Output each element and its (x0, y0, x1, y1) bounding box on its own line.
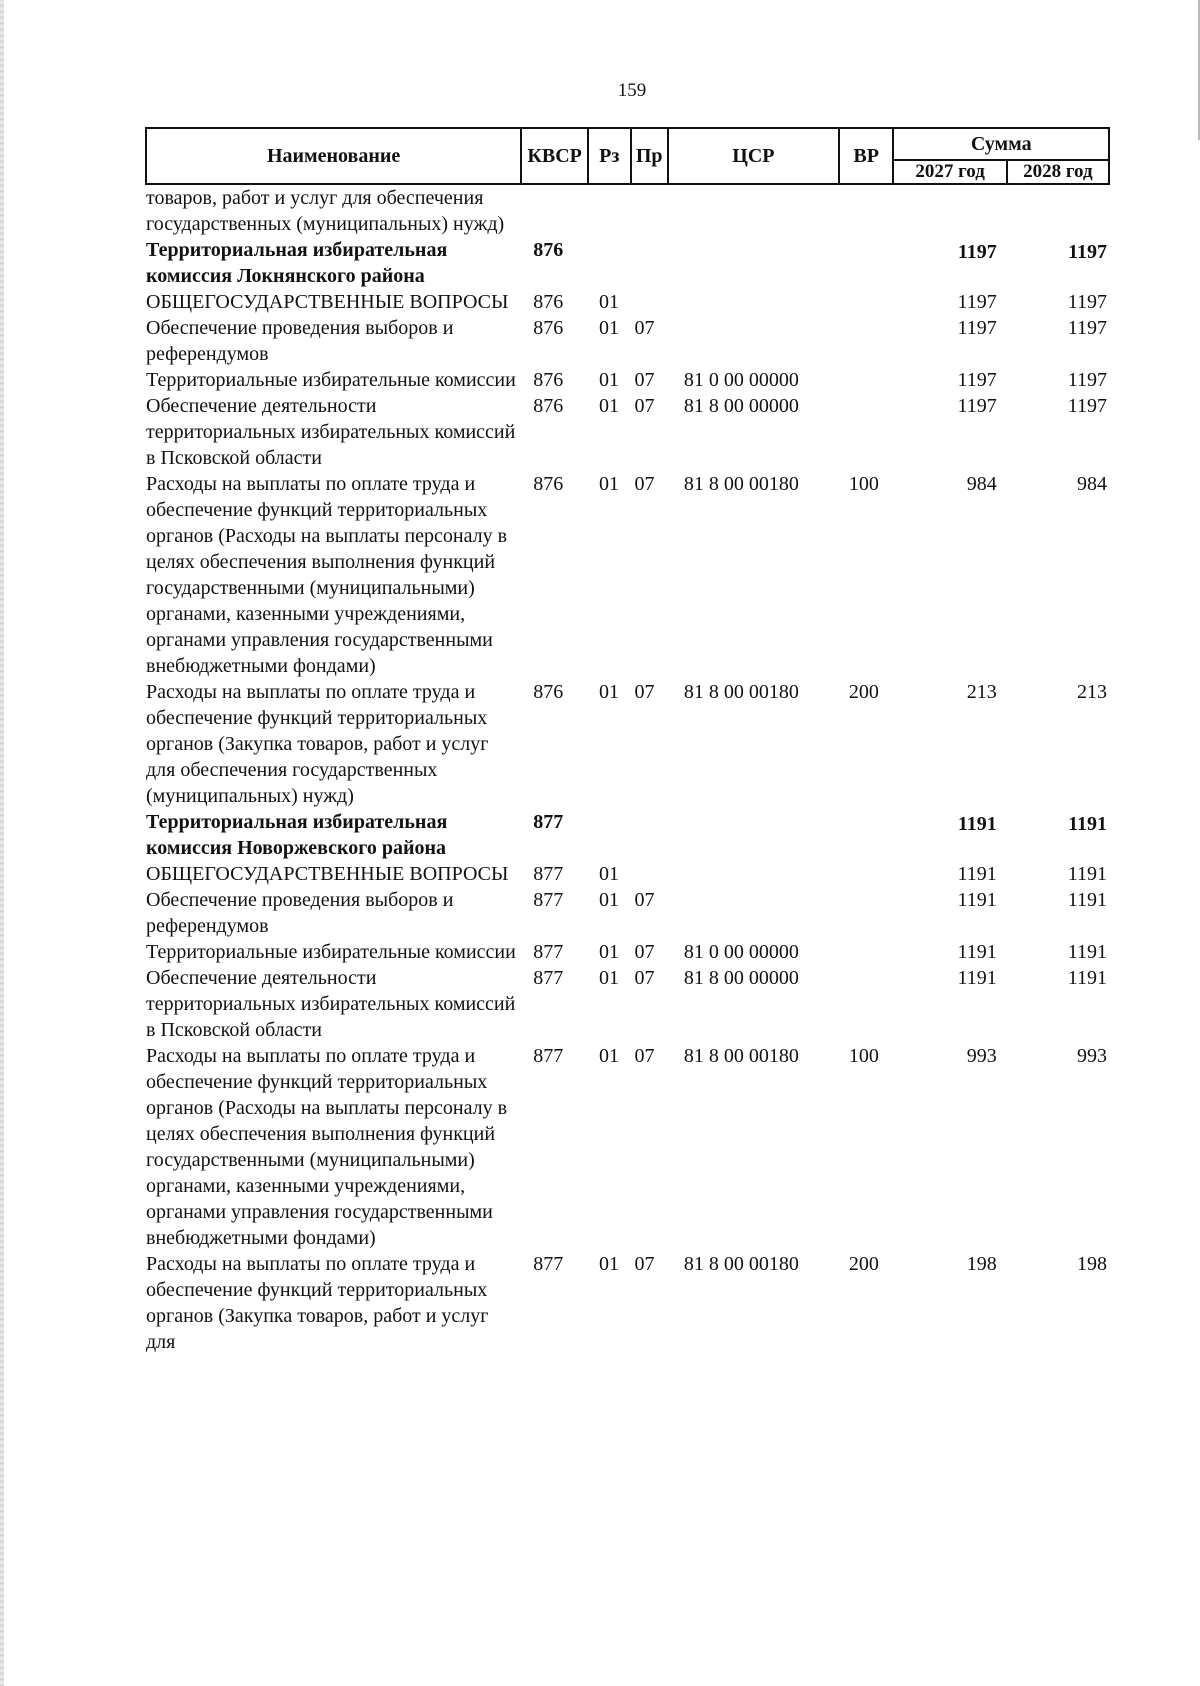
cell-name: Территориальная избирательная комиссия Новоржевского района (146, 811, 448, 859)
table-row (146, 315, 1109, 367)
cell-sum-2027: 1197 (957, 369, 997, 391)
cell-csr: 81 8 00 00000 (683, 395, 799, 417)
cell-kvsr: 876 (533, 369, 564, 391)
table-row (146, 809, 1109, 861)
cell-sum-2028: 1191 (1067, 941, 1107, 963)
cell-pr: 07 (634, 889, 655, 911)
cell-pr: 07 (634, 473, 655, 495)
cell-sum-2028: 1197 (1068, 241, 1107, 263)
cell-pr (631, 809, 668, 861)
cell-rz: 01 (599, 681, 620, 703)
cell-sum-2028: 984 (1077, 473, 1107, 495)
cell-vr: 100 (848, 1045, 879, 1067)
cell-csr: 81 8 00 00180 (683, 681, 799, 703)
cell-kvsr: 877 (533, 889, 564, 911)
cell-sum-2028: 1191 (1067, 863, 1107, 885)
header-rz: Рз (588, 128, 630, 184)
cell-sum-2027: 213 (966, 681, 997, 703)
header-name: Наименование (146, 128, 521, 184)
table-row (146, 1043, 1109, 1251)
cell-csr: 81 8 00 00000 (683, 967, 799, 989)
cell-kvsr: 876 (533, 681, 564, 703)
cell-csr: 81 0 00 00000 (683, 369, 799, 391)
cell-rz: 01 (599, 889, 620, 911)
cell-sum-2028: 198 (1077, 1253, 1107, 1275)
cell-rz: 01 (599, 1253, 620, 1275)
cell-pr (631, 237, 668, 289)
cell-sum-2028: 1191 (1067, 967, 1107, 989)
cell-sum-2027: 1197 (957, 291, 997, 313)
cell-name: Обеспечение проведения выборов и референдумов (146, 317, 454, 365)
header-pr: Пр (631, 128, 668, 184)
cell-pr: 07 (634, 1253, 655, 1275)
cell-sum-2027: 1197 (957, 241, 997, 263)
cell-pr: 07 (634, 967, 655, 989)
cell-sum-2028: 993 (1077, 1045, 1107, 1067)
cell-name: Обеспечение деятельности территориальных избирательных комиссий в Псковской области (146, 395, 516, 469)
cell-pr: 07 (634, 1045, 655, 1067)
cell-vr (839, 965, 894, 1043)
scan-edge (0, 0, 4, 1686)
cell-rz: 01 (599, 941, 620, 963)
cell-pr: 07 (634, 941, 655, 963)
cell-sum-2027: 1197 (957, 317, 997, 339)
cell-csr: 81 8 00 00180 (683, 1045, 799, 1067)
cell-vr: 200 (848, 1253, 879, 1275)
cell-vr: 200 (848, 681, 879, 703)
cell-sum-2028: 1197 (1067, 291, 1107, 313)
cell-name: ОБЩЕГОСУДАРСТВЕННЫЕ ВОПРОСЫ (146, 863, 509, 885)
cell-pr: 07 (634, 369, 655, 391)
cell-rz (588, 809, 630, 861)
cell-kvsr: 876 (533, 291, 564, 313)
cell-vr: 100 (848, 473, 879, 495)
cell-rz: 01 (599, 967, 620, 989)
cell-pr (631, 289, 668, 315)
cell-rz: 01 (599, 473, 620, 495)
table-row (146, 965, 1109, 1043)
header-vr: ВР (839, 128, 894, 184)
cell-vr (839, 289, 894, 315)
cell-kvsr: 877 (533, 967, 564, 989)
cell-kvsr: 876 (533, 239, 564, 261)
cell-csr (668, 184, 839, 237)
cell-pr (631, 184, 668, 237)
cell-sum-2027: 198 (966, 1253, 997, 1275)
table-row (146, 471, 1109, 679)
cell-name: Расходы на выплаты по оплате труда и обеспечение функций территориальных органов (Расходы на выплаты персоналу в целях обеспечения выполнения функций государственными (муниципальными) органами, казенными учреждениями, органами управления государственными внебюджетными фондами) (146, 1045, 508, 1249)
header-csr: ЦСР (668, 128, 839, 184)
cell-vr (839, 393, 894, 471)
header-year-2027: 2027 год (893, 160, 1006, 184)
cell-pr: 07 (634, 395, 655, 417)
cell-csr (668, 861, 839, 887)
page-number: 159 (617, 80, 647, 101)
table-row (146, 861, 1109, 887)
table-row (146, 367, 1109, 393)
cell-sum-2028: 1197 (1067, 317, 1107, 339)
cell-pr: 07 (634, 681, 655, 703)
table-row (146, 939, 1109, 965)
cell-vr (839, 887, 894, 939)
cell-sum-2028: 1197 (1067, 369, 1107, 391)
table-row (146, 679, 1109, 809)
cell-sum-2028 (1007, 184, 1109, 237)
cell-name: ОБЩЕГОСУДАРСТВЕННЫЕ ВОПРОСЫ (146, 291, 509, 313)
cell-pr: 07 (634, 317, 655, 339)
cell-name: Расходы на выплаты по оплате труда и обеспечение функций территориальных органов (Закупка товаров, работ и услуг для обеспечения государственных (муниципальных) нужд) (146, 681, 489, 807)
header-kvsr: КВСР (521, 128, 588, 184)
cell-sum-2027: 993 (966, 1045, 997, 1067)
cell-sum-2027: 1191 (957, 941, 997, 963)
cell-sum-2028: 1191 (1068, 813, 1107, 835)
cell-csr: 81 8 00 00180 (683, 1253, 799, 1275)
cell-sum-2027: 1191 (957, 967, 997, 989)
cell-name: товаров, работ и услуг для обеспечения государственных (муниципальных) нужд) (146, 187, 505, 235)
cell-name: Территориальная избирательная комиссия Локнянского района (146, 239, 448, 287)
cell-rz: 01 (599, 369, 620, 391)
cell-pr (631, 861, 668, 887)
cell-kvsr: 876 (533, 317, 564, 339)
cell-rz: 01 (599, 395, 620, 417)
cell-vr (839, 861, 894, 887)
cell-vr (839, 315, 894, 367)
cell-rz: 01 (599, 317, 620, 339)
cell-sum-2027: 1191 (957, 889, 997, 911)
cell-vr (839, 367, 894, 393)
cell-rz: 01 (599, 291, 620, 313)
cell-csr (668, 315, 839, 367)
cell-name: Территориальные избирательные комиссии (146, 941, 516, 963)
cell-name: Обеспечение проведения выборов и референдумов (146, 889, 454, 937)
table-row (146, 184, 1109, 237)
table-row (146, 289, 1109, 315)
cell-name: Обеспечение деятельности территориальных избирательных комиссий в Псковской области (146, 967, 516, 1041)
cell-csr (668, 237, 839, 289)
cell-sum-2027 (893, 184, 1006, 237)
cell-rz: 01 (599, 863, 620, 885)
header-sum: Сумма (893, 128, 1109, 160)
cell-name: Расходы на выплаты по оплате труда и обеспечение функций территориальных органов (Расходы на выплаты персоналу в целях обеспечения выполнения функций государственными (муниципальными) органами, казенными учреждениями, органами управления государственными внебюджетными фондами) (146, 473, 508, 677)
cell-sum-2028: 1191 (1067, 889, 1107, 911)
cell-kvsr: 877 (533, 941, 564, 963)
cell-kvsr: 876 (533, 473, 564, 495)
cell-csr (668, 289, 839, 315)
cell-sum-2027: 1191 (957, 813, 997, 835)
cell-rz (588, 237, 630, 289)
table-row (146, 393, 1109, 471)
cell-csr (668, 887, 839, 939)
cell-vr (839, 237, 894, 289)
cell-sum-2027: 1191 (957, 863, 997, 885)
table-body (146, 184, 1109, 1355)
cell-vr (839, 939, 894, 965)
cell-sum-2028: 1197 (1067, 395, 1107, 417)
cell-vr (839, 809, 894, 861)
cell-rz (588, 184, 630, 237)
cell-rz: 01 (599, 1045, 620, 1067)
cell-csr: 81 0 00 00000 (683, 941, 799, 963)
table-row (146, 887, 1109, 939)
cell-name: Территориальные избирательные комиссии (146, 369, 516, 391)
cell-kvsr: 877 (533, 1045, 564, 1067)
cell-csr: 81 8 00 00180 (683, 473, 799, 495)
cell-kvsr: 877 (533, 863, 564, 885)
cell-vr (839, 184, 894, 237)
cell-kvsr (521, 184, 588, 237)
header-year-2028: 2028 год (1007, 160, 1109, 184)
table-row (146, 237, 1109, 289)
budget-table (145, 127, 1110, 1355)
cell-name: Расходы на выплаты по оплате труда и обеспечение функций территориальных органов (Закупка товаров, работ и услуг для (146, 1253, 489, 1353)
cell-sum-2027: 984 (966, 473, 997, 495)
cell-csr (668, 809, 839, 861)
cell-kvsr: 877 (533, 811, 564, 833)
table-row (146, 1251, 1109, 1355)
cell-kvsr: 876 (533, 395, 564, 417)
cell-kvsr: 877 (533, 1253, 564, 1275)
cell-sum-2028: 213 (1077, 681, 1107, 703)
cell-sum-2027: 1197 (957, 395, 997, 417)
